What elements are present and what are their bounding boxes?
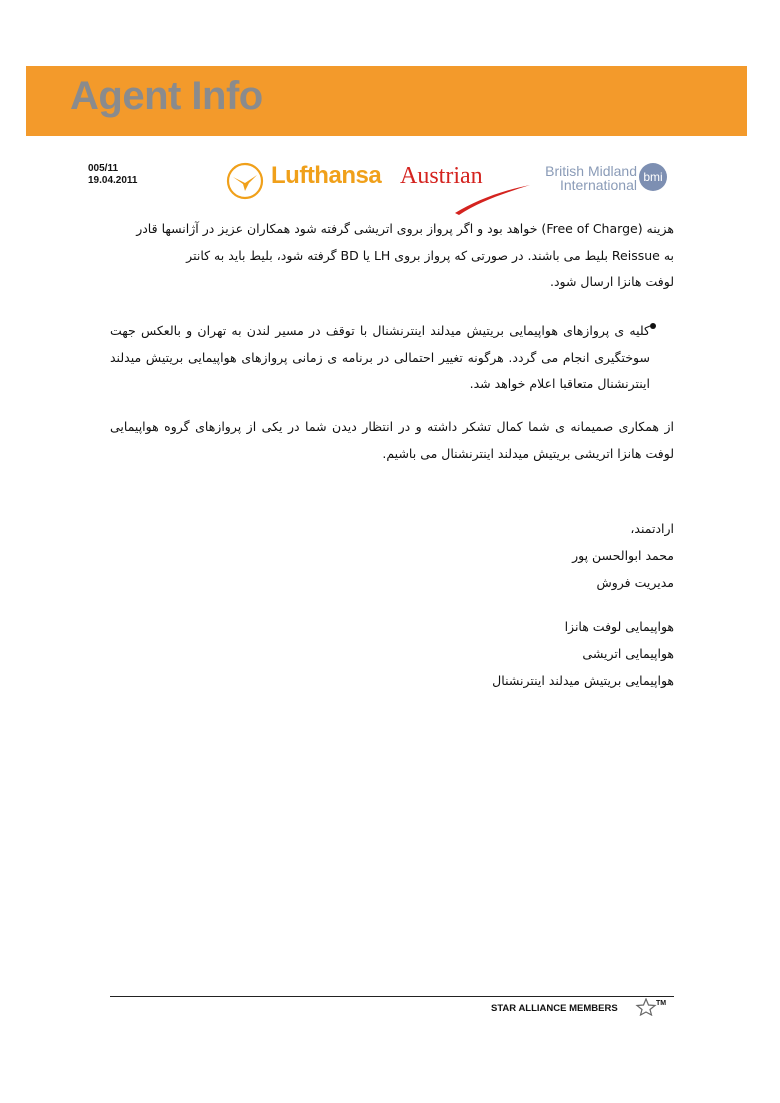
trademark-mark: TM — [656, 1000, 667, 1007]
airline-list — [400, 613, 674, 694]
signature-block — [400, 515, 674, 596]
signer-role: مدیریت فروش — [596, 575, 674, 590]
footer-text: STAR ALLIANCE MEMBERS — [491, 1003, 618, 1014]
paragraph-3: از همکاری صمیمانه ی شما کمال تشکر داشته و در انتظار دیدن شما در یکی از پروازهای گروه هواپیمایی لوفت هانزا اتریشی بریتیش میدلند اینترنشنال می باشیم. — [110, 419, 674, 461]
closing: ارادتمند، — [630, 521, 674, 536]
page-title: Agent Info — [70, 74, 263, 118]
paragraph-1 — [110, 216, 674, 296]
footer-divider — [110, 996, 674, 997]
airline-lufthansa: هواپیمایی لوفت هانزا — [564, 619, 674, 634]
paragraph-1-line-1: هزینه (Free of Charge) خواهد بود و اگر پرواز بروی اتریشی گرفته شود همکاران عزیز در آژانسها قادر — [136, 221, 674, 236]
star-alliance-icon — [635, 998, 657, 1016]
reference-number: 005/11 — [88, 163, 119, 174]
lufthansa-logo-text: Lufthansa — [271, 162, 382, 189]
header-banner — [26, 66, 747, 136]
paragraph-2: کلیه ی پروازهای هواپیمایی بریتیش میدلند اینترنشنال با توقف در مسیر لندن به تهران و بالعکس جهت سوختگیری انجام می گردد. هرگونه تغییر احتمالی در برنامه ی زمانی پروازهای هواپیمایی بریتیش میدلند اینترنشنال متعاقبا اعلام خواهد شد. — [110, 323, 650, 391]
document-meta — [88, 163, 138, 187]
airline-austrian: هواپیمایی اتریشی — [582, 646, 674, 661]
lufthansa-crane-icon — [225, 161, 265, 201]
austrian-logo-text: Austrian — [400, 163, 483, 189]
paragraph-1-line-2: به Reissue بلیط می باشند. در صورتی که پرواز بروی LH یا BD گرفته شود، بلیط باید به کانتر — [186, 247, 674, 263]
austrian-swoosh-icon — [445, 171, 535, 216]
bmi-badge: bmi — [639, 163, 667, 191]
bmi-logo-text: British Midland International — [545, 163, 637, 193]
paragraph-1-line-3: لوفت هانزا ارسال شود. — [549, 274, 674, 289]
document-date: 19.04.2011 — [88, 175, 138, 186]
airline-bmi: هواپیمایی بریتیش میدلند اینترنشنال — [492, 673, 674, 688]
bullet-icon — [650, 323, 656, 329]
signer-name: محمد ابوالحسن پور — [572, 548, 674, 563]
airline-logos — [225, 153, 675, 213]
